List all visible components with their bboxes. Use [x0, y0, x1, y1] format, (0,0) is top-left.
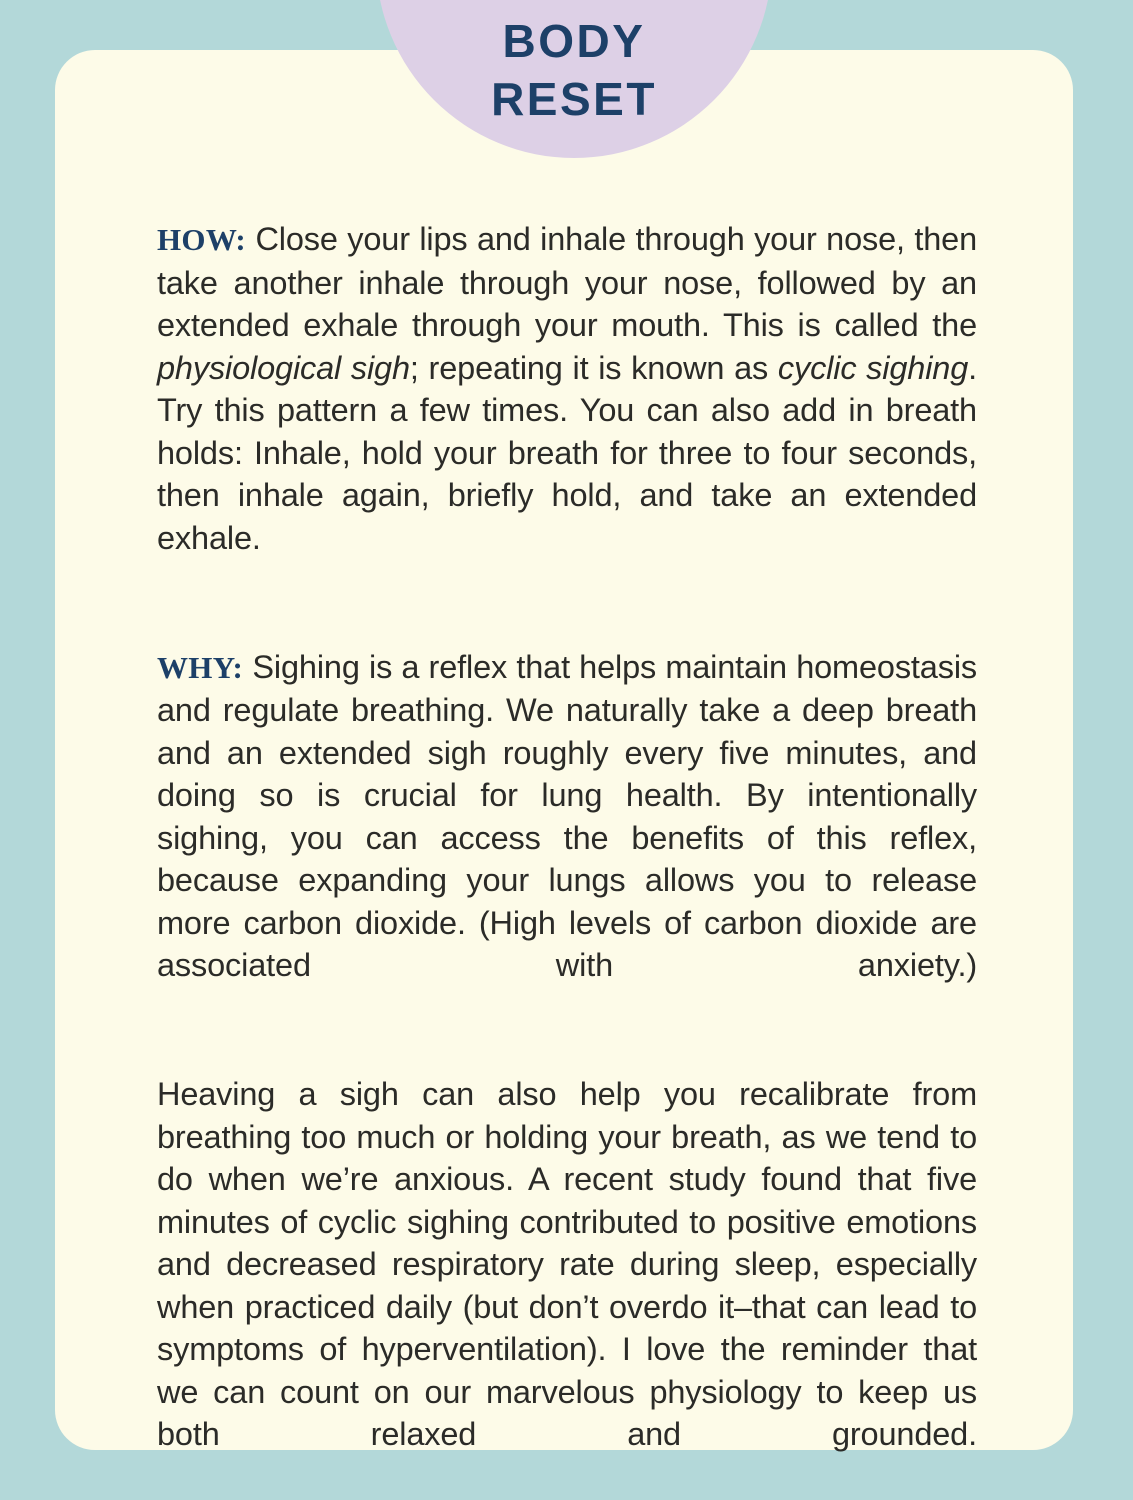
how-text-part-3: . Try this pattern a few times. You can also add in breath holds: Inhale, hold your breath for three to four seconds, then inhale again, briefly hold, and take an extended exhale. — [157, 349, 978, 556]
why-text: Sighing is a reflex that helps maintain homeostasis and regulate breathing. We naturally take a deep breath and an extended sigh roughly every five minutes, and doing so is crucial for lung health. By intentionally sighing, you can access the benefits of this reflex, because expanding your lungs allows you to release more carbon dioxide. (High levels of carbon dioxide are associated with anxiety.) — [157, 648, 977, 983]
page-title-line-2: RESET — [491, 73, 657, 125]
how-label: HOW: — [157, 222, 247, 257]
article-body — [157, 218, 977, 1498]
why-label: WHY: — [157, 649, 244, 685]
how-text-part-2: ; repeating it is known as — [409, 349, 778, 386]
paragraph-closing — [157, 1073, 977, 1498]
term-cyclic-sighing: cyclic sighing — [777, 349, 969, 386]
term-physiological-sigh: physiological sigh — [157, 349, 410, 386]
paragraph-why — [157, 646, 977, 1030]
page-title — [376, 12, 772, 128]
closing-text: Heaving a sigh can also help you recalibrate from breathing too much or holding your breath, as we tend to do when we’re anxious. A recent study found that five minutes of cyclic sighing contributed to positive emotions and decreased respiratory rate during sleep, especially when practiced daily (but don’t overdo it–that can lead to symptoms of hyperventilation). I love the reminder that we can count on our marvelous physiology to keep us both relaxed and grounded. — [157, 1076, 977, 1452]
paragraph-how — [157, 218, 977, 602]
how-text-part-1: Close your lips and inhale through your nose, then take another inhale through your nose, followed by an extended exhale through your mouth. This is called the — [157, 221, 977, 343]
page-title-line-1: BODY — [502, 15, 646, 67]
